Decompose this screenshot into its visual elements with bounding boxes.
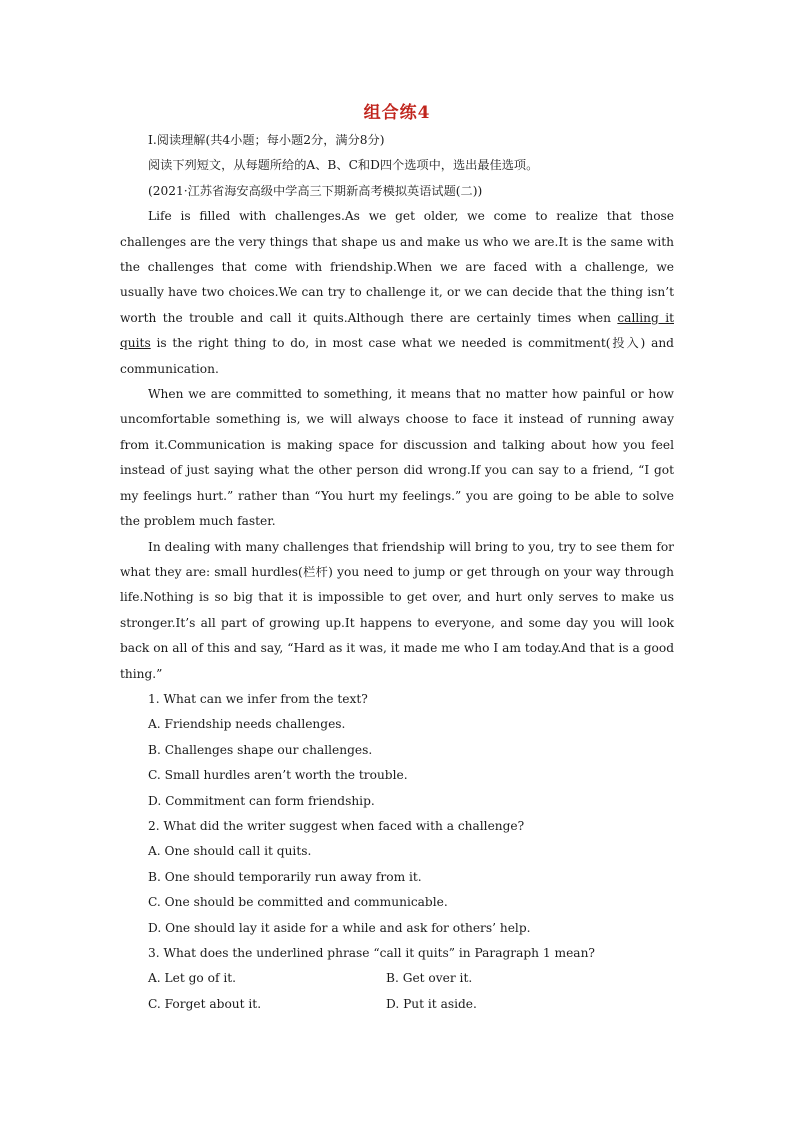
paragraph-1-text-start: Life is filled with challenges.As we get older, we come to realize that those challenges are the very things that shape us and make us who we are.It is the same with the challenges that come with friendship.When we are faced with a challenge, we usually have two choices.We can try to challenge it, or we can decide that the thing isn’t worth the trouble and call it quits.Although there are certainly times when [120,209,674,325]
question-1-option-c: C. Small hurdles aren’t worth the trouble. [148,768,408,783]
content-area [120,128,674,1017]
question-2-stem: 2. What did the writer suggest when faced with a challenge? [148,818,525,833]
page-title: 组合练4 [363,103,431,123]
question-3-options-row-2 [120,992,674,1017]
question-3-option-b: B. Get over it. [386,971,473,986]
question-1-option-b: B. Challenges shape our challenges. [148,742,373,757]
question-1-stem: 1. What can we infer from the text? [148,691,368,706]
passage-paragraph-1 [120,204,674,382]
question-2-option-a: A. One should call it quits. [148,844,312,859]
question-3-option-d: D. Put it aside. [386,996,477,1011]
source-note: (2021·江苏省海安高级中学高三下期新高考模拟英语试题(二)) [148,183,483,198]
question-3-option-a: A. Let go of it. [148,971,237,986]
passage-paragraph-2: When we are committed to something, it means that no matter how painful or how uncomfortable something is, we will always choose to face it instead of running away from it.Communication is making space for discussion and talking about how you feel instead of just saying what the other person did wrong.If you can say to a friend, “I got my feelings hurt.” rather than “You hurt my feelings.” you are going to be able to solve the problem much faster. [120,387,674,529]
passage-paragraph-3: In dealing with many challenges that friendship will bring to you, try to see them for what they are: small hurdles(栏杆) you need to jump or get through on your way through life.Nothing is so big that it is impossible to get over, and hurt only serves to make us stronger.It’s all part of growing up.It happens to everyone, and some day you will look back on all of this and say, “Hard as it was, it made me who I am today.And that is a good thing.” [120,539,674,681]
question-2-option-b: B. One should temporarily run away from it. [148,869,422,884]
question-2-option-c: C. One should be committed and communicable. [148,895,448,910]
underlined-phrase: calling it quits [120,310,674,351]
question-1-option-a: A. Friendship needs challenges. [148,717,346,732]
section-heading: Ⅰ.阅读理解(共4小题；每小题2分，满分8分) [148,133,385,147]
question-2-option-d: D. One should lay it aside for a while and ask for others’ help. [148,920,531,935]
question-3-stem: 3. What does the underlined phrase “call it quits” in Paragraph 1 mean? [148,946,595,960]
question-1-option-d: D. Commitment can form friendship. [148,793,375,808]
instruction-text: 阅读下列短文，从每题所给的A、B、C和D四个选项中，选出最佳选项。 [148,158,539,173]
question-3-option-c: C. Forget about it. [148,996,262,1011]
question-3-options-row-1 [120,966,674,991]
paragraph-1-text-end: is the right thing to do, in most case what we needed is commitment(投入) and communication. [120,336,674,376]
